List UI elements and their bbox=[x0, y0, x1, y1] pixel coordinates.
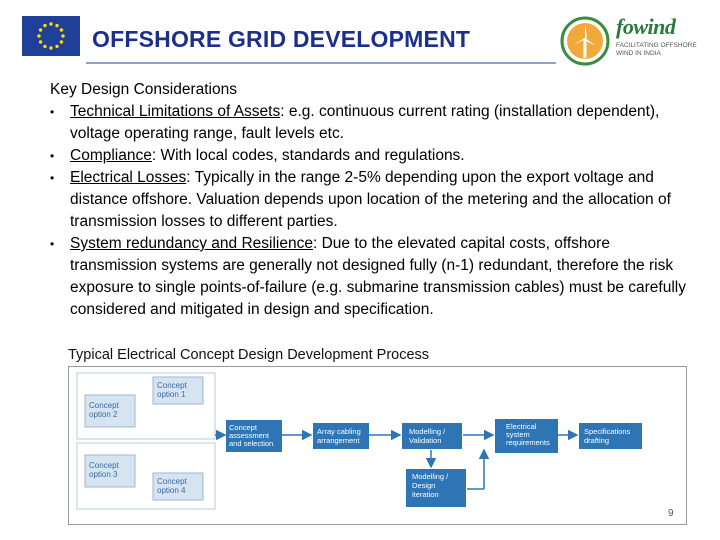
bullet-term: Electrical Losses bbox=[70, 169, 187, 186]
bullet-text: : Typically in the range 2-5% depending upon the export voltage and distance offshore. Valuation depends upon location of the metering and the allocation of transmission losses to different parties. bbox=[70, 169, 671, 230]
bullet-term: Technical Limitations of Assets bbox=[70, 103, 281, 120]
fowind-wordmark: fowind bbox=[616, 14, 676, 39]
svg-text:Conceptassessmentand selection: Concept assessment and selection bbox=[229, 423, 274, 448]
node-concept-option-3 bbox=[85, 455, 135, 487]
node-concept-option-2 bbox=[85, 395, 135, 427]
page-title: OFFSHORE GRID DEVELOPMENT bbox=[92, 26, 471, 52]
title-divider bbox=[86, 62, 556, 64]
node-modelling-validation bbox=[402, 423, 462, 449]
list-item bbox=[50, 233, 690, 321]
svg-text:Conceptoption 1: Concept option 1 bbox=[157, 381, 187, 399]
bullet-icon: • bbox=[50, 237, 55, 251]
fowind-tagline: FACILITATING OFFSHORE WIND IN INDIA bbox=[616, 42, 697, 57]
bullet-icon: • bbox=[50, 171, 55, 185]
svg-text:Specificationsdrafting: Specifications drafting bbox=[584, 427, 631, 445]
svg-text:Array cablingarrangement: Array cabling arrangement bbox=[317, 427, 361, 445]
svg-text:Electricalsystemrequirements: Electrical system requirements bbox=[506, 422, 550, 447]
bullet-icon: • bbox=[50, 105, 55, 119]
page-number: 9 bbox=[668, 508, 674, 519]
bullet-text: : e.g. continuous current rating (installation dependent), voltage operating range, fault levels etc. bbox=[70, 103, 660, 142]
svg-text:Conceptoption 4: Concept option 4 bbox=[157, 477, 187, 495]
diagram-caption: Typical Electrical Concept Design Development Process bbox=[68, 347, 430, 363]
node-concept-option-1 bbox=[153, 377, 203, 404]
bullet-text: : Due to the elevated capital costs, offshore transmission systems are generally not designed fully (n-1) redundant, therefore the risk exposure to single points-of-failure (e.g. submarine transmission cables) must be carefully considered and mitigated in design and specification. bbox=[70, 235, 686, 318]
svg-text:Modelling /Designiteration: Modelling / Design iteration bbox=[412, 472, 449, 499]
node-concept-assessment bbox=[226, 420, 282, 452]
bullet-icon: • bbox=[50, 149, 55, 163]
list-item bbox=[50, 167, 690, 233]
node-specifications-drafting bbox=[579, 423, 642, 449]
node-array-cabling bbox=[313, 423, 369, 449]
svg-text:Modelling /Validation: Modelling / Validation bbox=[409, 427, 446, 445]
key-design-considerations bbox=[50, 79, 690, 321]
bullet-term: Compliance bbox=[70, 147, 152, 164]
svg-text:Conceptoption 2: Concept option 2 bbox=[89, 401, 119, 419]
svg-text:Conceptoption 3: Concept option 3 bbox=[89, 461, 119, 479]
wind-turbine-logo-icon bbox=[560, 16, 610, 66]
bullet-term: System redundancy and Resilience bbox=[70, 235, 313, 252]
list-item bbox=[50, 101, 690, 145]
fowind-logo bbox=[616, 14, 708, 66]
eu-flag-logo bbox=[22, 16, 80, 56]
section-heading: Key Design Considerations bbox=[50, 81, 237, 98]
considerations-list bbox=[50, 101, 690, 321]
list-item bbox=[50, 145, 690, 167]
node-concept-option-4 bbox=[153, 473, 203, 500]
process-diagram bbox=[68, 366, 687, 525]
node-electrical-requirements bbox=[495, 419, 558, 453]
bullet-text: : With local codes, standards and regulations. bbox=[151, 147, 465, 164]
node-modelling-design-iteration bbox=[406, 469, 466, 507]
